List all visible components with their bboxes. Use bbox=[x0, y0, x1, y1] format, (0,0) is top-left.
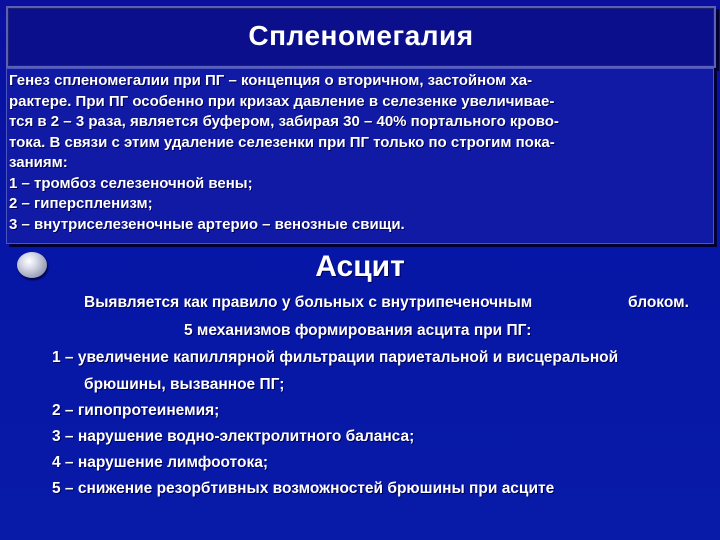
splenomegaly-line: 3 – внутриселезеночные артерио – венозные свищи. bbox=[9, 215, 405, 233]
ascites-item-2: 2 – гипопротеинемия; bbox=[52, 402, 220, 419]
ascites-intro: Выявляется как правило у больных с внутрипеченочным bbox=[84, 294, 533, 311]
splenomegaly-line: рактере. При ПГ особенно при кризах давление в селезенке увеличивае- bbox=[9, 92, 555, 110]
ascites-item-3: 3 – нарушение водно-электролитного баланса; bbox=[52, 428, 415, 445]
ascites-heading: Асцит bbox=[315, 250, 405, 283]
splenomegaly-text bbox=[7, 69, 713, 235]
splenomegaly-line: заниям: bbox=[9, 154, 68, 171]
splenomegaly-line: Генез спленомегалии при ПГ – концепция о вторичном, застойном ха- bbox=[9, 72, 533, 89]
slide-title: Спленомегалия bbox=[248, 20, 474, 51]
splenomegaly-line: тока. В связи с этим удаление селезенки при ПГ только по строгим пока- bbox=[9, 133, 555, 151]
splenomegaly-panel bbox=[6, 68, 714, 244]
splenomegaly-line: 1 – тромбоз селезеночной вены; bbox=[9, 174, 253, 192]
ascites-intro-end: блоком. bbox=[628, 294, 689, 311]
ascites-item-1-continued: брюшины, вызванное ПГ; bbox=[84, 376, 285, 393]
title-bar bbox=[6, 6, 716, 68]
ascites-item-5: 5 – снижение резорбтивных возможностей брюшины при асците bbox=[52, 480, 555, 497]
ascites-subtitle: 5 механизмов формирования асцита при ПГ: bbox=[184, 322, 532, 339]
splenomegaly-line: тся в 2 – 3 раза, является буфером, забирая 30 – 40% портального крово- bbox=[9, 113, 559, 130]
ascites-item-4: 4 – нарушение лимфоотока; bbox=[52, 454, 269, 471]
ascites-item-1: 1 – увеличение капиллярной фильтрации париетальной и висцеральной bbox=[52, 349, 619, 366]
splenomegaly-line: 2 – гиперспленизм; bbox=[9, 195, 153, 212]
